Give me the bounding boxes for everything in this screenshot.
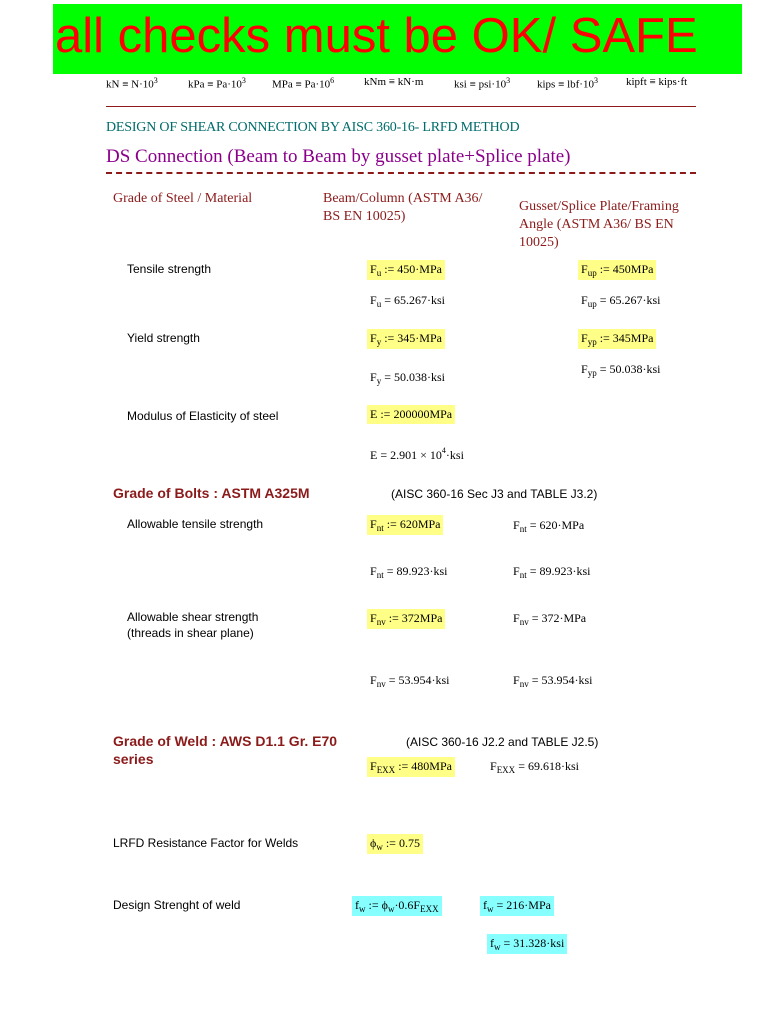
fnt-result-ksi-2: $F_{nt} = 89.923\cdot ksi$ xyxy=(513,564,591,580)
fnt-definition[interactable]: $F_{nt}$ := 620MPa xyxy=(367,515,443,535)
e-result: $E = 2.901 \times 10^4\cdot ksi$ xyxy=(370,446,464,462)
fyp-definition[interactable]: $F_{yp}$ := 345MPa xyxy=(578,329,656,349)
label-shear-note: (threads in shear plane) xyxy=(127,626,254,640)
weld-reference: (AISC 360-16 J2.2 and TABLE J2.5) xyxy=(406,735,599,749)
fw-result-ksi: $f_w = 31.328\cdot ksi$ xyxy=(487,934,567,954)
fy-definition[interactable]: $F_y$ := 345·MPa xyxy=(367,329,445,349)
fnt-result-mpa: $F_{nt} = 620\cdot MPa$ xyxy=(513,518,585,534)
label-shear-allowable: Allowable shear strength xyxy=(127,610,259,624)
connection-title: DS Connection (Beam to Beam by gusset plate+Splice plate) xyxy=(106,146,571,167)
warning-banner-text: all checks must be OK/ SAFE xyxy=(55,9,698,63)
fnt-result-ksi: $F_{nt} = 89.923\cdot ksi$ xyxy=(370,564,448,580)
unit-def-mpa: MPa ≡ $Pa\cdot 10^6$ xyxy=(272,76,335,91)
unit-def-kn: kN ≡ $N\cdot 10^3$ xyxy=(106,76,158,91)
divider xyxy=(106,106,696,107)
unit-def-kips: kips ≡ $lbf\cdot 10^3$ xyxy=(537,76,598,91)
label-yield-strength: Yield strength xyxy=(127,331,200,345)
fu-definition[interactable]: $F_u$ := 450·MPa xyxy=(367,260,445,280)
fnv-definition[interactable]: $F_{nv}$ := 372MPa xyxy=(367,609,445,629)
unit-def-kipft: kipft ≡ kips·ft xyxy=(626,76,688,88)
fnv-result-mpa: $F_{nv} = 372\cdot MPa$ xyxy=(513,611,587,627)
fup-result: $F_{up} = 65.267\cdot ksi$ xyxy=(581,293,661,309)
fexx-result: $F_{EXX} = 69.618\cdot ksi$ xyxy=(490,759,579,775)
fnv-result-ksi-2: $F_{nv} = 53.954\cdot ksi$ xyxy=(513,673,593,689)
design-title: DESIGN OF SHEAR CONNECTION BY AISC 360-16- LRFD METHOD xyxy=(106,120,520,135)
fy-result: $F_y = 50.038\cdot ksi$ xyxy=(370,370,445,386)
section-weld-title: Grade of Weld : AWS D1.1 Gr. E70 xyxy=(113,733,338,749)
fyp-result: $F_{yp} = 50.038\cdot ksi$ xyxy=(581,362,661,378)
section-weld-title-2: series xyxy=(113,751,154,767)
unit-def-kpa: kPa ≡ $Pa\cdot 10^3$ xyxy=(188,76,246,91)
unit-def-knm: kNm ≡ kN·m xyxy=(364,76,424,88)
unit-def-ksi: ksi ≡ $psi\cdot 10^3$ xyxy=(454,76,511,91)
header-gusset: Gusset/Splice Plate/Framing Angle (ASTM A36/ BS EN 10025) xyxy=(519,199,679,250)
label-tensile-allowable: Allowable tensile strength xyxy=(127,517,264,531)
fup-definition[interactable]: $F_{up}$ := 450MPa xyxy=(578,260,656,280)
fnv-result-ksi: $F_{nv} = 53.954\cdot ksi$ xyxy=(370,673,450,689)
fu-result: $F_u = 65.267\cdot ksi$ xyxy=(370,293,445,309)
label-design-strength: Design Strenght of weld xyxy=(113,898,241,912)
label-modulus: Modulus of Elasticity of steel xyxy=(127,409,279,423)
fexx-definition[interactable]: $F_{EXX}$ := 480MPa xyxy=(367,757,455,777)
phi-w-definition[interactable]: $\phi_w$ := 0.75 xyxy=(367,834,423,854)
section-bolts-title: Grade of Bolts : ASTM A325M xyxy=(113,485,310,501)
fw-definition[interactable]: $f_w$ := $\phi_w\cdot 0.6F_{EXX}$ xyxy=(352,896,442,916)
dashed-divider xyxy=(106,172,696,174)
fw-result-mpa: $f_w = 216\cdot MPa$ xyxy=(480,896,554,916)
label-tensile-strength: Tensile strength xyxy=(127,262,212,276)
e-definition[interactable]: E := 200000MPa xyxy=(367,405,455,424)
warning-banner xyxy=(53,4,742,74)
header-grade: Grade of Steel / Material xyxy=(113,191,253,206)
bolts-reference: (AISC 360-16 Sec J3 and TABLE J3.2) xyxy=(391,487,598,501)
label-lrfd-factor: LRFD Resistance Factor for Welds xyxy=(113,836,299,850)
header-beam: Beam/Column (ASTM A36/ BS EN 10025) xyxy=(323,191,483,224)
